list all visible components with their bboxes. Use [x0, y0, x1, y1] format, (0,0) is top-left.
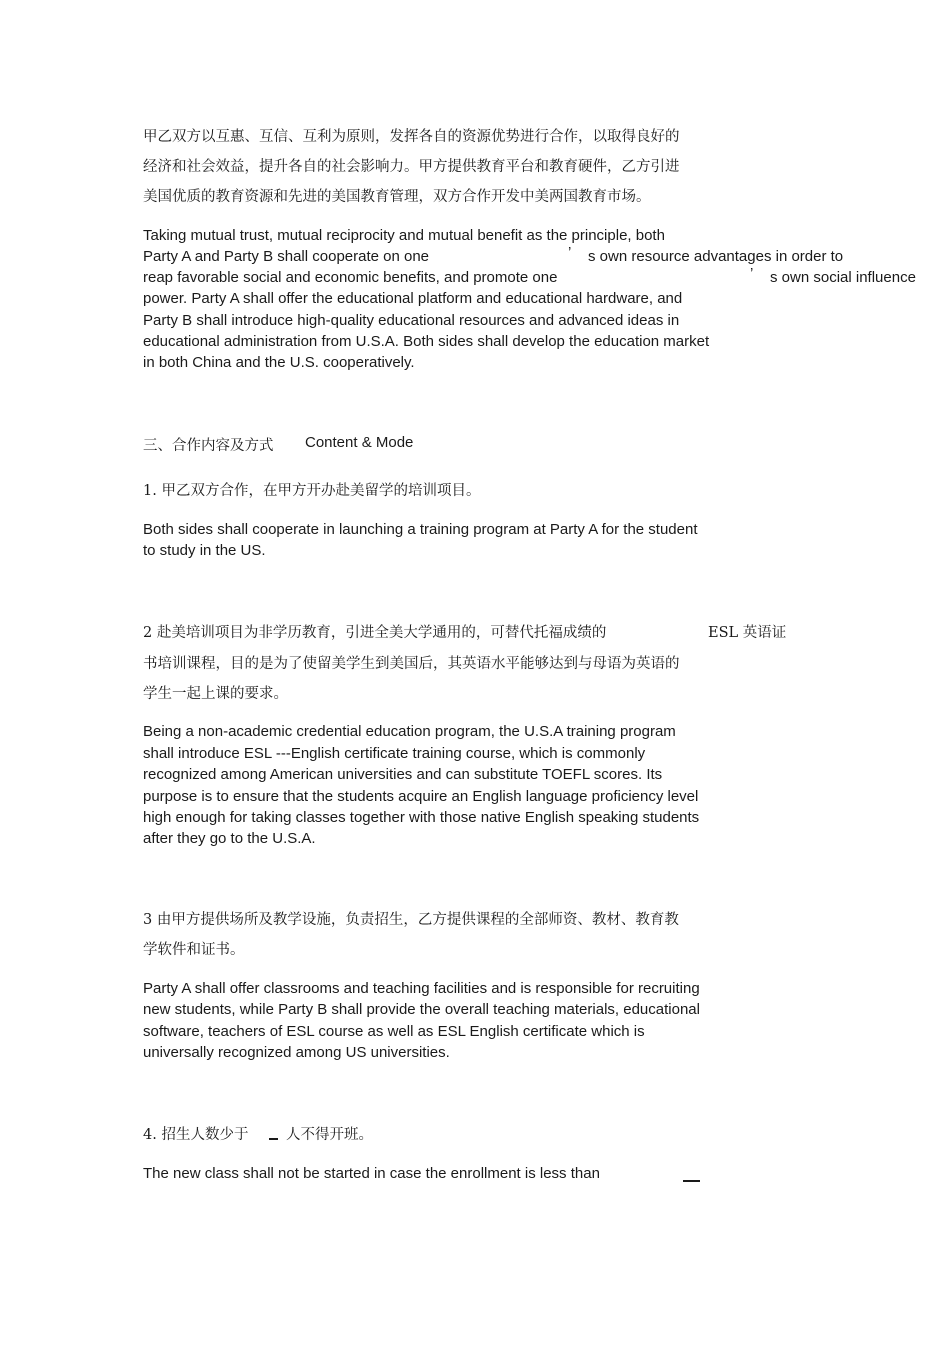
intro-en-line-1: Taking mutual trust, mutual reciprocity and mutual benefit as the principle, both	[143, 227, 665, 244]
item2-zh-line-1b: ESL 英语证	[708, 625, 787, 641]
item1-en-line-1: Both sides shall cooperate in launching a training program at Party A for the student	[143, 521, 698, 538]
intro-zh-line-2: 经济和社会效益，提升各自的社会影响力。甲方提供教育平台和教育硬件，乙方引进	[143, 159, 680, 175]
item2-en-line-5: high enough for taking classes together with those native English speaking students	[143, 809, 700, 826]
item2-en-line-3: recognized among American universities and can substitute TOEFL scores. Its	[143, 766, 663, 783]
intro-en-line-7: in both China and the U.S. cooperatively.	[143, 354, 415, 371]
intro-en-line-2: Party A and Party B shall cooperate on one	[143, 248, 430, 265]
item1-zh: 1. 甲乙双方合作，在甲方开办赴美留学的培训项目。	[143, 483, 481, 499]
item2-en-line-4: purpose is to ensure that the students acquire an English language proficiency level	[143, 788, 699, 805]
item2-zh-line-1: 2 赴美培训项目为非学历教育，引进全美大学通用的，可替代托福成绩的	[143, 625, 607, 641]
item4-zh-after: 人不得开班。	[286, 1127, 373, 1143]
item3-en-line-3: software, teachers of ESL course as well as ESL English certificate which is	[143, 1023, 645, 1040]
item2-zh-line-3: 学生一起上课的要求。	[143, 686, 288, 702]
item4-zh-before: 4. 招生人数少于	[143, 1127, 249, 1143]
apostrophe-mark: ’	[568, 244, 572, 261]
apostrophe-mark: ’	[750, 265, 754, 282]
item3-zh-line-1: 3 由甲方提供场所及教学设施，负责招生，乙方提供课程的全部师资、教材、教育教	[143, 912, 679, 928]
item3-en-line-2: new students, while Party B shall provide the overall teaching materials, educational	[143, 1001, 700, 1018]
item2-en-line-1: Being a non-academic credential education program, the U.S.A training program	[143, 723, 676, 740]
intro-en-line-3: reap favorable social and economic benefits, and promote one	[143, 269, 558, 286]
item1-en-line-2: to study in the US.	[143, 542, 266, 559]
item3-en-line-4: universally recognized among US universities.	[143, 1044, 450, 1061]
item3-zh-line-2: 学软件和证书。	[143, 942, 245, 958]
item2-en-line-6: after they go to the U.S.A.	[143, 830, 316, 847]
intro-en-line-2b: s own resource advantages in order to	[588, 248, 844, 265]
enrollment-blank	[683, 1180, 700, 1182]
intro-en-line-4: power. Party A shall offer the educational platform and educational hardware, and	[143, 290, 683, 307]
item3-en-line-1: Party A shall offer classrooms and teaching facilities and is responsible for recruiting	[143, 980, 700, 997]
section-heading-zh: 三、合作内容及方式	[143, 438, 274, 454]
intro-en-line-6: educational administration from U.S.A. Both sides shall develop the education market	[143, 333, 710, 350]
intro-zh-line-3: 美国优质的教育资源和先进的美国教育管理，双方合作开发中美两国教育市场。	[143, 189, 651, 205]
item4-en: The new class shall not be started in case the enrollment is less than	[143, 1165, 600, 1182]
item2-en-line-2: shall introduce ESL ---English certificate training course, which is commonly	[143, 745, 646, 762]
enrollment-blank	[269, 1138, 278, 1140]
item2-zh-line-2: 书培训课程，目的是为了使留美学生到美国后，其英语水平能够达到与母语为英语的	[143, 656, 680, 672]
section-heading-en: Content & Mode	[305, 434, 414, 451]
intro-zh-line-1: 甲乙双方以互惠、互信、互利为原则，发挥各自的资源优势进行合作，以取得良好的	[143, 129, 680, 145]
intro-en-line-3b: s own social influence	[770, 269, 916, 286]
intro-en-line-5: Party B shall introduce high-quality educational resources and advanced ideas in	[143, 312, 680, 329]
